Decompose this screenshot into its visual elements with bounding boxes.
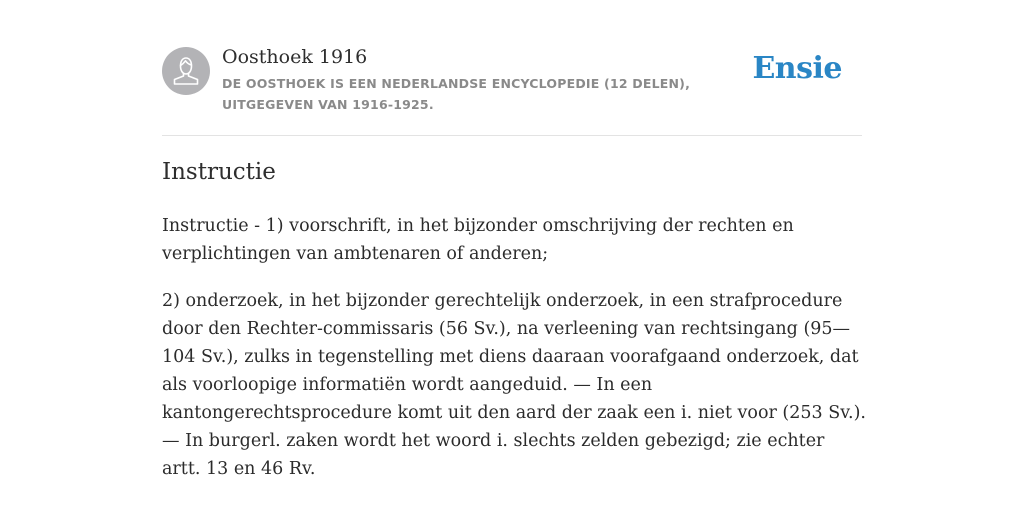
source-description: DE OOSTHOEK IS EEN NEDERLANDSE ENCYCLOPEDIE (12 DELEN), UITGEGEVEN VAN 1916-1925. bbox=[222, 76, 691, 112]
source-title[interactable]: Oosthoek 1916 bbox=[222, 46, 368, 68]
source-header bbox=[162, 46, 862, 136]
article-paragraph: 2) onderzoek, in het bijzonder gerechtelijk onderzoek, in een strafprocedure door den Rechter-commissaris (56 Sv.), na verleening van rechtsingang (95—104 Sv.), zulks in tegenstelling met diens daaraan voorafgaand onderzoek, dat als voorloopige informatiën wordt aangeduid. — In een kantongerechtsprocedure komt uit den aard der zaak een i. niet voor (253 Sv.). — In burgerl. zaken wordt het woord i. slechts zelden gebezigd; zie echter artt. 13 en 46 Rv. bbox=[162, 291, 866, 479]
article-body bbox=[162, 212, 867, 502]
page-title: Instructie bbox=[162, 159, 276, 185]
article-paragraph: Instructie - 1) voorschrift, in het bijzonder omschrijving der rechten en verplichtingen van ambtenaren of anderen; bbox=[162, 216, 794, 264]
divider bbox=[162, 135, 862, 136]
brand-logo[interactable]: Ensie bbox=[752, 51, 842, 86]
user-icon bbox=[162, 47, 210, 95]
